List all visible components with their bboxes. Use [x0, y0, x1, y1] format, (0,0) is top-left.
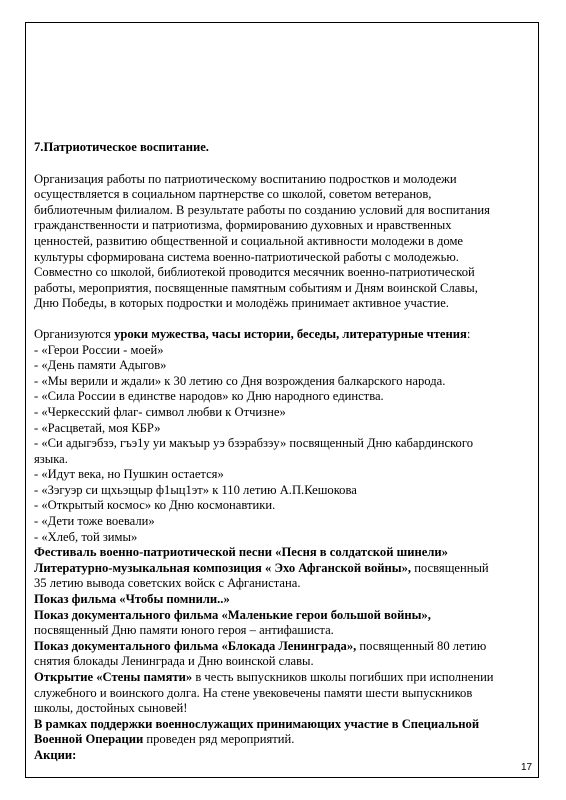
intro-line: осуществляется в социальном партнерстве со школой, советом ветеранов,	[34, 187, 432, 202]
intro-line: Совместно со школой, библиотекой проводится месячник военно-патриотической	[34, 265, 475, 280]
film2-line-2: посвященный Дню памяти юного героя – антифашиста.	[34, 623, 334, 638]
list-item: - «Си адыгэбзэ, гъэ1у уи макъыр уэ бзэрабзэу» посвященный Дню кабардинского	[34, 436, 473, 451]
support-line	[34, 717, 524, 733]
composition-title: Литературно-музыкальная композиция « Эхо Афганской войны»,	[34, 560, 412, 575]
list-item: - «День памяти Адыгов»	[34, 358, 167, 373]
film2-title: Показ документального фильма «Маленькие герои большой войны»,	[34, 607, 431, 622]
list-item: - «Идут века, но Пушкин остается»	[34, 467, 224, 482]
list-item: - «Сила России в единстве народов» ко Дню народного единства.	[34, 389, 384, 404]
actions-line	[34, 748, 524, 764]
list-item: - «Хлеб, той зимы»	[34, 529, 138, 544]
list-item: - «Открытый космос» ко Дню космонавтики.	[34, 498, 276, 513]
film3-title: Показ документального фильма «Блокада Ленинграда»,	[34, 638, 357, 653]
intro-line: Организация работы по патриотическому воспитанию подростков и молодежи	[34, 171, 457, 186]
wall-line-3: школы, достойных сыновей!	[34, 701, 188, 716]
document-body	[34, 140, 524, 764]
intro-line: Дню Победы, в которых подростки и молодёжь принимает активное участие.	[34, 296, 449, 311]
list-item: языка.	[34, 451, 68, 466]
section-heading: 7.Патриотическое воспитание.	[34, 140, 209, 154]
intro-line: библиотечным филиалом. В результате работы по созданию условий для воспитания	[34, 202, 490, 217]
composition-line	[34, 561, 524, 577]
intro-line: работы, мероприятия, посвященные памятным событиям и Дням воинской Славы,	[34, 280, 478, 295]
organize-prefix: Организуются	[34, 326, 115, 341]
actions-label: Акции:	[34, 747, 77, 762]
festival-line	[34, 545, 524, 561]
intro-paragraph	[34, 172, 524, 312]
page-number: 17	[521, 762, 533, 773]
events-list	[34, 343, 524, 546]
support-title-2: Военной Операции	[34, 732, 144, 747]
composition-line-2: 35 летию вывода советских войск с Афганистана.	[34, 576, 301, 591]
intro-line: гражданственности и патриотизма, формированию духовных и нравственных	[34, 218, 452, 233]
support-text: проведен ряд мероприятий.	[143, 732, 295, 747]
intro-line: ценностей, развитию общественной и социальной активности молодежи в доме	[34, 233, 464, 248]
wall-line-2: служебного и воинского долга. На стене увековечены памяти шести выпускников	[34, 685, 473, 700]
list-item: - «Расцветай, моя КБР»	[34, 420, 161, 435]
list-item: - «Дети тоже воевали»	[34, 514, 155, 529]
intro-line: культуры сформирована система военно-патриотической работы с молодежью.	[34, 249, 459, 264]
wall-text: в честь выпускников школы погибших при исполнении	[192, 670, 494, 684]
festival-title: Фестиваль военно-патриотической песни «Песня в солдатской шинели»	[34, 545, 448, 560]
wall-line	[34, 670, 524, 686]
list-item: - «Зэгуэр си щхьэщыр ф1ыц1эт» к 110 летию А.П.Кешокова	[34, 482, 357, 497]
film1-line	[34, 592, 524, 608]
wall-title: Открытие «Стены памяти»	[34, 670, 193, 684]
film3-text: посвященный 80 летию	[356, 638, 487, 653]
support-title-1: В рамках поддержки военнослужащих принимающих участие в Специальной	[34, 716, 480, 731]
organize-bold: уроки мужества, часы истории, беседы, литературные чтения	[114, 326, 467, 341]
list-item: - «Мы верили и ждали» к 30 летию со Дня возрождения балкарского народа.	[34, 373, 446, 388]
composition-text: посвященный	[411, 560, 489, 575]
organize-line	[34, 327, 524, 343]
list-item: - «Черкесский флаг- символ любви к Отчизне»	[34, 404, 286, 419]
film1-title: Показ фильма «Чтобы помнили..»	[34, 592, 230, 607]
film3-line-2: снятия блокады Ленинграда и Дню воинской славы.	[34, 654, 314, 669]
support-line-2	[34, 732, 524, 748]
film2-line	[34, 608, 524, 624]
film3-line	[34, 639, 524, 655]
list-item: - «Герои России - моей»	[34, 342, 164, 357]
organize-suffix: :	[466, 326, 471, 341]
